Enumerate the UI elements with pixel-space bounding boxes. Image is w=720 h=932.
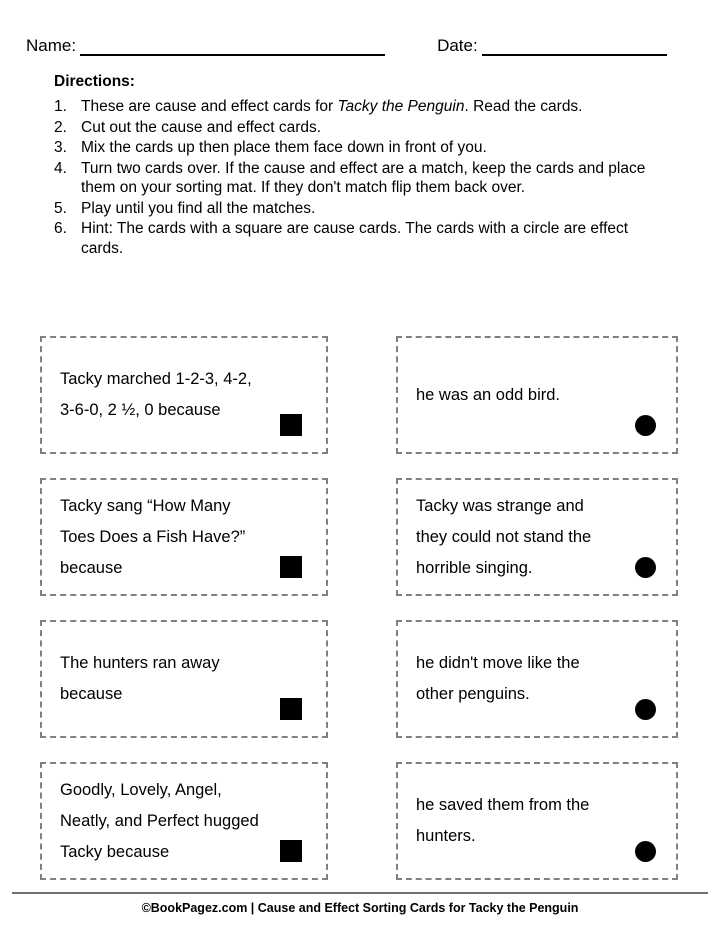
sorting-cards-grid [40,336,678,880]
direction-item [54,159,674,198]
direction-text-before: These are cause and effect cards for [81,98,338,115]
cause-card-text [60,364,312,426]
cause-card-text [60,775,312,868]
direction-number: 3. [54,139,67,156]
direction-text: Turn two cards over. If the cause and effect are a match, keep the cards and place them on your sorting mat. If they don't match flip them back over. [81,159,646,196]
card-pair-row [40,336,678,454]
directions-list [54,97,674,258]
direction-number: 2. [54,118,67,136]
direction-text: Play until you find all the matches. [81,199,316,217]
direction-text-italic: Tacky the Penguin [337,98,465,115]
card-line: because [60,685,123,703]
effect-card-text [416,380,662,411]
card-line: horrible singing. [416,558,533,577]
circle-marker-icon [635,699,656,720]
name-label: Name: [26,36,77,55]
card-line: 3-6-0, 2 ½, 0 because [60,401,221,419]
direction-item [54,118,674,138]
circle-marker-icon [635,415,656,436]
circle-marker-icon [635,841,656,862]
effect-card-text [416,648,662,710]
direction-number: 4. [54,159,67,177]
square-marker-icon [280,414,302,436]
direction-number: 6. [54,220,67,237]
square-marker-icon [280,840,302,862]
card-line: they could not stand the [416,527,592,546]
effect-card-text [416,790,662,852]
card-line: Tacky was strange and [416,496,584,515]
effect-card[interactable] [396,762,678,880]
card-pair-row [40,478,678,596]
card-line: he didn't move like the [416,654,580,672]
card-line: he saved them from the [416,796,590,814]
footer-credit: ©BookPagez.com | Cause and Effect Sorting Cards for Tacky the Penguin [141,901,579,915]
card-line: Tacky because [60,842,170,861]
date-label: Date: [437,36,478,55]
direction-text: Hint: The cards with a square are cause cards. The cards with a circle are effect cards. [81,220,629,257]
cause-card-text [60,491,312,584]
cause-card-text [60,648,312,710]
cause-card[interactable] [40,336,328,454]
card-line: The hunters ran away [60,654,220,672]
cause-card[interactable] [40,478,328,596]
effect-card[interactable] [396,478,678,596]
card-line: Neatly, and Perfect hugged [60,811,259,830]
effect-card[interactable] [396,620,678,738]
card-line: he was an odd bird. [416,385,561,404]
date-field-group [437,36,667,56]
direction-item [54,219,674,258]
name-write-line[interactable] [80,39,385,56]
direction-text: Mix the cards up then place them face down in front of you. [81,139,487,156]
direction-text-after: . Read the cards. [464,98,583,115]
card-line: Toes Does a Fish Have?” [60,527,246,546]
direction-item [54,138,674,158]
direction-number: 1. [54,98,67,115]
name-date-header [0,26,720,56]
square-marker-icon [280,698,302,720]
direction-number: 5. [54,199,67,217]
card-pair-row [40,620,678,738]
direction-text: Cut out the cause and effect cards. [81,118,322,136]
square-marker-icon [280,556,302,578]
date-write-line[interactable] [482,39,667,56]
circle-marker-icon [635,557,656,578]
card-pair-row [40,762,678,880]
effect-card-text [416,491,662,584]
name-field-group [26,36,385,56]
cause-card[interactable] [40,762,328,880]
card-line: Tacky sang “How Many [60,496,231,515]
card-line: because [60,558,123,577]
direction-item [54,199,674,219]
card-line: other penguins. [416,685,530,703]
footer-divider [12,892,708,894]
cause-card[interactable] [40,620,328,738]
direction-item [54,97,674,117]
card-line: Goodly, Lovely, Angel, [60,780,222,799]
directions-title: Directions: [54,73,135,90]
direction-text [81,97,674,117]
effect-card[interactable] [396,336,678,454]
card-line: Tacky marched 1-2-3, 4-2, [60,370,252,388]
directions-section [54,72,674,259]
card-line: hunters. [416,827,476,845]
